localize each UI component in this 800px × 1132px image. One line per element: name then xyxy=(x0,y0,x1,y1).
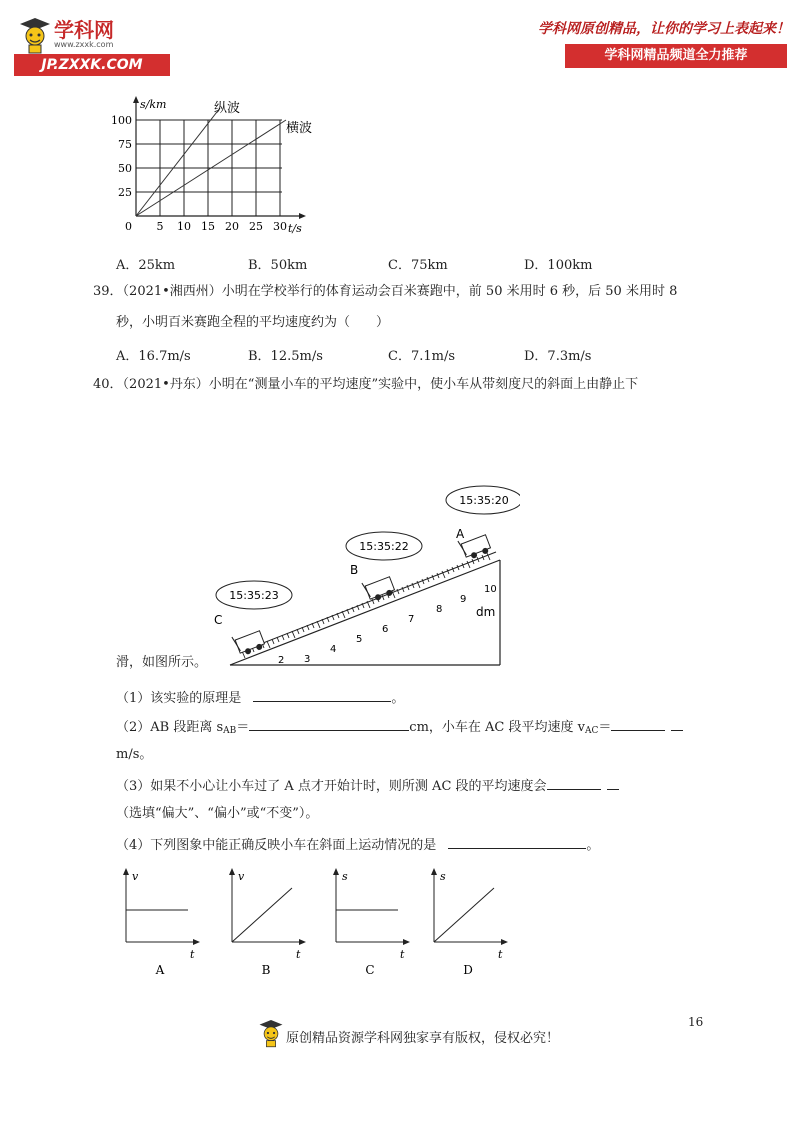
wave-distance-time-graph xyxy=(110,94,320,244)
x-tick: 5 xyxy=(156,220,164,233)
q40-part3-blank[interactable] xyxy=(547,776,601,790)
q40-part4 xyxy=(116,835,599,855)
clock-b-time: 15:35:22 xyxy=(359,540,409,553)
x-tick: 10 xyxy=(177,220,191,233)
graph-option-c[interactable] xyxy=(322,866,412,976)
clock-a-time: 15:35:20 xyxy=(459,494,509,507)
q39-option-a[interactable]: A．16.7m/s xyxy=(116,349,191,364)
graph-c-xlabel: t xyxy=(400,948,405,961)
y-tick: 75 xyxy=(118,138,132,151)
q39-option-b[interactable]: B．12.5m/s xyxy=(248,349,323,364)
graph-option-a[interactable] xyxy=(112,866,202,976)
q40-part1-text: （1）该实验的原理是 xyxy=(116,691,242,706)
scale-number: 4 xyxy=(330,644,337,655)
point-b-label: B xyxy=(350,563,359,577)
y-tick: 50 xyxy=(118,162,132,175)
footer-mascot-icon xyxy=(258,1018,284,1048)
q40-part2-sub-ac: AC xyxy=(584,726,599,736)
graph-b-ylabel: v xyxy=(238,870,245,883)
y-axis-arrow xyxy=(133,96,139,103)
y-axis-label: s/km xyxy=(140,98,167,111)
graph-a-caption: A xyxy=(155,963,165,976)
graph-option-d[interactable] xyxy=(420,866,510,976)
graph-d-line xyxy=(434,888,494,942)
mascot-icon xyxy=(18,16,52,54)
scale-number: 9 xyxy=(460,594,467,605)
point-a-label: A xyxy=(456,527,465,541)
q40-part1 xyxy=(116,688,404,708)
longitudinal-wave-label: 纵波 xyxy=(214,101,241,116)
graph-d-caption: D xyxy=(463,963,473,976)
axis-arrow-icon xyxy=(229,868,235,875)
x-tick: 30 xyxy=(273,220,287,233)
logo-subtext: www.zxxk.com xyxy=(54,40,114,49)
scale-number: 8 xyxy=(436,604,443,615)
scale-number: 3 xyxy=(304,654,311,665)
x-axis-arrow xyxy=(299,213,306,219)
logo-url-banner: JP.ZXXK.COM xyxy=(14,54,170,76)
header-slogan: 学科网原创精品，让你的学习上表起来！ xyxy=(538,21,790,37)
scale-number: 7 xyxy=(408,614,415,625)
y-tick: 25 xyxy=(118,186,132,199)
clock-c-time: 15:35:23 xyxy=(229,589,279,602)
page-number: 16 xyxy=(688,1015,704,1029)
x-tick: 20 xyxy=(225,220,239,233)
q39-option-c[interactable]: C．7.1m/s xyxy=(388,349,455,364)
q40-part1-end: 。 xyxy=(391,691,405,706)
x-tick: 25 xyxy=(249,220,263,233)
q40-part2-text-a: （2）AB 段距离 s xyxy=(116,720,224,735)
q39-stem-line2: 秒，小明百米赛跑全程的平均速度约为（ ） xyxy=(116,315,390,330)
q40-part2-blank-speed[interactable] xyxy=(611,717,665,731)
graph-c-caption: C xyxy=(365,963,375,976)
axis-arrow-icon xyxy=(123,868,129,875)
q40-part2-text-c: cm，小车在 AC 段平均速度 v xyxy=(409,720,585,735)
scale-number: 10 xyxy=(484,584,497,595)
q40-part4-end: 。 xyxy=(586,838,600,853)
q40-part3-blank-tail[interactable] xyxy=(607,776,619,790)
header-banner: 学科网精品频道全力推荐 xyxy=(565,44,787,68)
scale-number: 6 xyxy=(382,624,389,635)
point-c-label: C xyxy=(214,613,223,627)
scale-number: 2 xyxy=(278,655,285,666)
graph-b-caption: B xyxy=(261,963,271,976)
ramp-surface xyxy=(230,560,500,665)
transverse-wave-label: 横波 xyxy=(286,121,313,136)
q40-part2 xyxy=(116,717,683,740)
q40-part3 xyxy=(116,776,619,796)
axis-arrow-icon xyxy=(403,939,410,945)
q40-part2-sub-ab: AB xyxy=(223,726,237,736)
axis-arrow-icon xyxy=(501,939,508,945)
logo-text: 学科网 xyxy=(54,18,114,42)
q40-part2-unit: m/s。 xyxy=(116,747,153,762)
ruler-unit-label: dm xyxy=(476,605,496,619)
graph-d-ylabel: s xyxy=(440,870,446,883)
q40-part4-text: （4）下列图象中能正确反映小车在斜面上运动情况的是 xyxy=(116,838,437,853)
q40-stem-line1: 40．（2021•丹东）小明在“测量小车的平均速度”实验中，使小车从带刻度尺的斜面上由静止下 xyxy=(93,377,639,392)
graph-a-xlabel: t xyxy=(190,948,195,961)
graph-d-xlabel: t xyxy=(498,948,503,961)
y-tick: 0 xyxy=(125,220,132,233)
q38-option-b[interactable]: B．50km xyxy=(248,258,308,273)
graph-a-ylabel: v xyxy=(132,870,139,883)
x-axis-label: t/s xyxy=(288,222,302,235)
q40-part3-text: （3）如果不小心让小车过了 A 点才开始计时，则所测 AC 段的平均速度会 xyxy=(116,779,547,794)
q38-option-d[interactable]: D．100km xyxy=(524,258,593,273)
cart-b xyxy=(362,573,396,604)
axis-arrow-icon xyxy=(299,939,306,945)
x-tick: 15 xyxy=(201,220,215,233)
y-tick: 100 xyxy=(111,114,132,127)
axis-arrow-icon xyxy=(333,868,339,875)
q40-part4-blank[interactable] xyxy=(448,835,586,849)
graph-b-line xyxy=(232,888,292,942)
ramp-experiment-diagram xyxy=(200,480,520,670)
graph-b-xlabel: t xyxy=(296,948,301,961)
q40-part2-blank-speed-tail[interactable] xyxy=(671,717,683,731)
q39-stem-line1: 39．（2021•湘西州）小明在学校举行的体育运动会百米赛跑中，前 50 米用时 6 秒，后 50 米用时 8 xyxy=(93,284,678,299)
q40-part2-blank-distance[interactable] xyxy=(249,717,409,731)
q39-option-d[interactable]: D．7.3m/s xyxy=(524,349,592,364)
q40-part1-blank[interactable] xyxy=(253,688,391,702)
graph-c-ylabel: s xyxy=(342,870,348,883)
axis-arrow-icon xyxy=(193,939,200,945)
axis-arrow-icon xyxy=(431,868,437,875)
q40-stem-line2: 滑，如图所示。 xyxy=(116,655,208,670)
longitudinal-wave-line xyxy=(136,108,220,216)
q40-part2-eq2: ＝ xyxy=(598,720,612,735)
q40-part3-hint: （选填“偏大”、“偏小”或“不变”）。 xyxy=(116,806,319,821)
q38-option-c[interactable]: C．75km xyxy=(388,258,448,273)
graph-option-b[interactable] xyxy=(218,866,308,976)
q40-part2-eq: ＝ xyxy=(236,720,250,735)
site-logo[interactable] xyxy=(12,14,172,74)
footer-copyright: 原创精品资源学科网独家享有版权，侵权必究！ xyxy=(286,1031,560,1046)
scale-number: 5 xyxy=(356,634,363,645)
q38-option-a[interactable]: A．25km xyxy=(116,258,176,273)
